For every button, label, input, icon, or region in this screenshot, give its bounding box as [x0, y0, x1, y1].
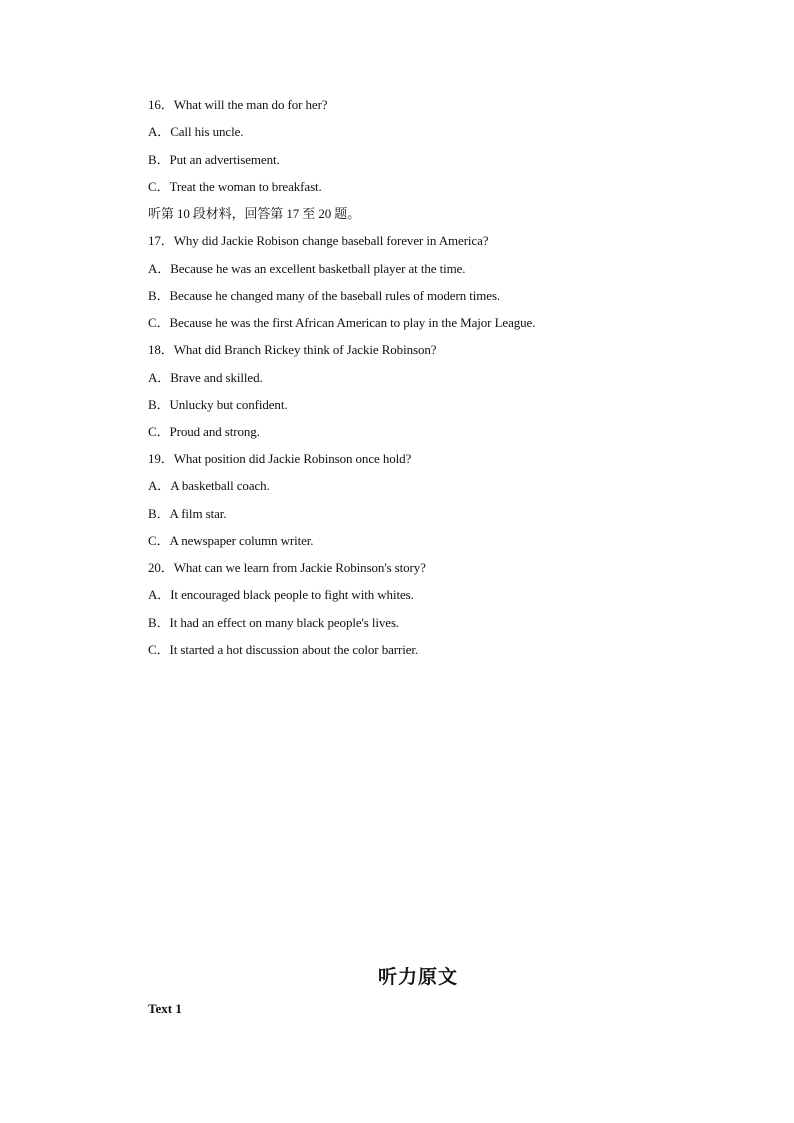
- question-19: 19．What position did Jackie Robinson once hold?: [148, 451, 412, 466]
- option-19b: B．A film star.: [148, 506, 227, 521]
- option-17c: C．Because he was the first African American to play in the Major League.: [148, 315, 536, 330]
- question-20: 20．What can we learn from Jackie Robinson's story?: [148, 560, 426, 575]
- question-18: 18．What did Branch Rickey think of Jackie Robinson?: [148, 342, 437, 357]
- option-16c: C．Treat the woman to breakfast.: [148, 179, 322, 194]
- option-20a: A．It encouraged black people to fight with whites.: [148, 587, 414, 602]
- option-18a: A．Brave and skilled.: [148, 370, 263, 385]
- option-17a: A．Because he was an excellent basketball player at the time.: [148, 261, 466, 276]
- option-20b: B．It had an effect on many black people's lives.: [148, 615, 400, 630]
- option-19c: C．A newspaper column writer.: [148, 533, 314, 548]
- option-17b: B．Because he changed many of the baseball rules of modern times.: [148, 288, 501, 303]
- option-18c: C．Proud and strong.: [148, 424, 260, 439]
- section-instruction: 听第 10 段材料，回答第 17 至 20 题。: [148, 206, 361, 221]
- section-title: 听力原文: [377, 966, 458, 988]
- option-20c: C．It started a hot discussion about the color barrier.: [148, 642, 419, 657]
- question-17: 17．Why did Jackie Robison change baseball forever in America?: [148, 233, 489, 248]
- option-16b: B．Put an advertisement.: [148, 152, 280, 167]
- option-19a: A．A basketball coach.: [148, 478, 270, 493]
- option-18b: B．Unlucky but confident.: [148, 397, 288, 412]
- question-16: 16．What will the man do for her?: [148, 97, 328, 112]
- option-16a: A．Call his uncle.: [148, 124, 244, 139]
- text-heading: Text 1: [148, 1001, 182, 1016]
